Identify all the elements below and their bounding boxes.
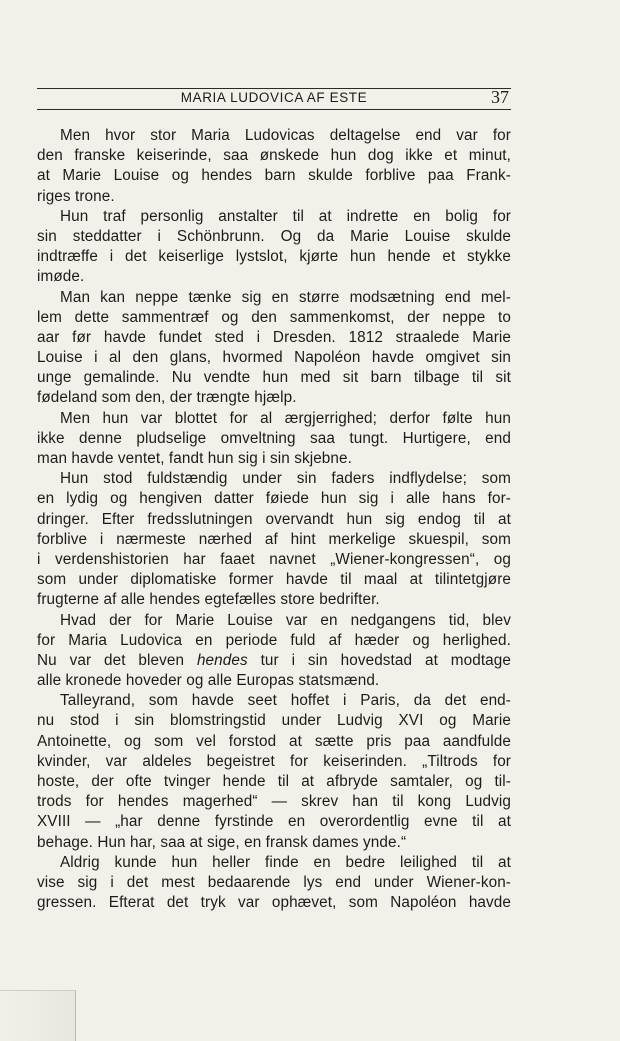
- text-line: aar før havde fundet sted i Dresden. 1812 straalede Marie: [37, 328, 511, 346]
- text-line: unge gemalinde. Nu vendte hun med sit barn tilbage til sit: [37, 369, 511, 387]
- text-line: Men hvor stor Maria Ludovicas deltagelse end var for: [60, 127, 511, 144]
- text-line: frugterne af alle hendes egtefælles store bedrifter.: [37, 591, 380, 609]
- text-line: som under diplomatiske former havde til maal at tilintetgjøre: [37, 571, 511, 589]
- paragraph: [37, 207, 511, 288]
- emphasis: hendes: [196, 651, 248, 669]
- text-line: indtræffe i det keiserlige lystslot, kjørte hun hende et stykke: [37, 248, 511, 266]
- text-line: hoste, der ofte tvinger hende til at afbryde samtaler, og til-: [37, 773, 511, 790]
- text-line: lem dette sammentræf og den sammenkomst, der neppe to: [37, 308, 511, 326]
- text-line: Louise i al den glans, hvormed Napoléon havde omgivet sin: [37, 349, 511, 367]
- paragraph: [37, 409, 511, 470]
- text-line: man havde ventet, fandt hun sig i sin skjebne.: [37, 450, 352, 467]
- paragraph: [37, 469, 511, 610]
- text-line: nu stod i sin blomstringstid under Ludvig XVI og Marie: [37, 712, 511, 730]
- text-line: fødeland som den, der trængte hjælp.: [37, 389, 297, 407]
- header-rule-bottom: [37, 109, 511, 110]
- page-number: 37: [491, 87, 509, 107]
- text-line: alle kronede hoveder og alle Europas statsmænd.: [37, 672, 380, 690]
- running-title: MARIA LUDOVICA AF ESTE: [180, 90, 368, 105]
- text-line: riges trone.: [37, 187, 115, 205]
- text-line: for Maria Ludovica en periode fuld af hæder og herlighed.: [37, 631, 511, 649]
- paragraph: [37, 691, 511, 853]
- paragraph: [37, 853, 511, 914]
- text-line: Hvad der for Marie Louise var en nedgangens tid, blev: [60, 611, 511, 629]
- paragraph: [37, 288, 511, 409]
- text-line: den franske keiserinde, saa ønskede hun dog ikke et minut,: [37, 147, 511, 165]
- text-line: Talleyrand, som havde seet hoffet i Paris, da det end-: [60, 692, 511, 710]
- text-line: behage. Hun har, saa at sige, en fransk dames ynde.“: [37, 833, 407, 851]
- text-line: ikke denne pludselige omveltning saa tungt. Hurtigere, end: [37, 429, 511, 447]
- text-line: forblive i nærmeste nærhed af hint merkelige skuespil, som: [37, 530, 511, 548]
- text-line: Hun traf personlig anstalter til at indrette en bolig for: [60, 207, 511, 225]
- paragraph: [37, 611, 511, 692]
- text-line: Aldrig kunde hun heller finde en bedre leilighed til at: [60, 853, 511, 871]
- text-line: Antoinette, og som vel forstod at sætte pris paa aandfulde: [37, 732, 511, 750]
- text-line: sin steddatter i Schönbrunn. Og da Marie Louise skulde: [37, 227, 511, 245]
- text-line: Man kan neppe tænke sig en større modsætning end mel-: [60, 288, 511, 306]
- text-line: at Marie Louise og hendes barn skulde forblive paa Frank-: [37, 167, 511, 185]
- paragraph: [37, 126, 511, 207]
- body-text: [37, 126, 511, 913]
- text-line: Men hun var blottet for al ærgjerrighed; derfor følte hun: [60, 409, 511, 427]
- text-line: trods for hendes magerhed“ — skrev han til kong Ludvig: [37, 793, 511, 811]
- text-line: gressen. Efterat det tryk var ophævet, som Napoléon havde: [37, 894, 511, 912]
- text-line: dringer. Efter fredsslutningen overvandt hun sig endog til at: [37, 510, 511, 528]
- text-line: Nu var det bleven hendes tur i sin hovedstad at modtage: [37, 651, 511, 669]
- margin-bracket: [0, 990, 76, 1041]
- text-line: vise sig i det mest bedaarende lys end under Wiener-kon-: [37, 873, 511, 891]
- text-line: Hun stod fuldstændig under sin faders indflydelse; som: [60, 470, 511, 488]
- text-line: XVIII — „har denne fyrstinde en overordentlig evne til at: [37, 813, 511, 831]
- text-line: imøde.: [37, 268, 85, 286]
- text-line: i verdenshistorien har faaet navnet „Wiener-kongressen“, og: [37, 550, 511, 568]
- running-head: [37, 88, 511, 109]
- text-line: kvinder, var aldeles begeistret for keiserinden. „Tiltrods for: [37, 752, 511, 770]
- text-line: en lydig og hengiven datter føiede hun sig i alle hans for-: [37, 490, 511, 508]
